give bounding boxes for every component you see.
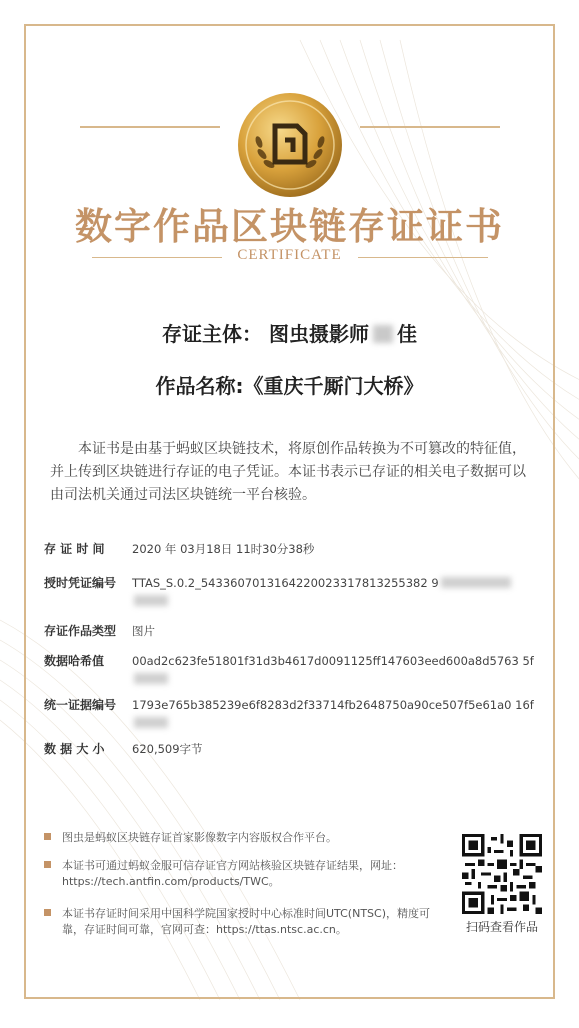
work-name: 《重庆千厮门大桥》 xyxy=(243,374,424,398)
certificate-subtitle-row xyxy=(0,247,579,267)
field-label: 统一证据编号 xyxy=(44,698,117,712)
field-label: 存证作品类型 xyxy=(44,624,117,638)
redacted-value xyxy=(134,717,168,728)
work-title-line xyxy=(0,370,579,399)
redacted-value xyxy=(134,595,168,606)
field-label: 数据哈希值 xyxy=(44,654,105,668)
redacted-value xyxy=(441,577,511,588)
field-value: 1793e765b385239e6f8283d2f33714fb2648750a90ce507f5e61a0 16f xyxy=(132,698,534,712)
subtitle-line-right xyxy=(358,257,488,258)
footnote-text: 图虫是蚂蚁区块链存证首家影像数字内容版权合作平台。 xyxy=(62,831,337,844)
seal-divider-right xyxy=(360,126,500,128)
field-value-wrap xyxy=(132,574,537,610)
field-value-wrap xyxy=(132,696,537,732)
work-label: 作品名称: xyxy=(155,374,244,398)
field-value: 图片 xyxy=(132,624,155,638)
field-value-wrap xyxy=(132,652,537,688)
certificate-description: 本证书是由基于蚂蚁区块链技术，将原创作品转换为不可篡改的特征值，并上传到区块链进行存证的电子凭证。本证书表示已存证的相关电子数据可以由司法机关通过司法区块链统一平台核验。 xyxy=(50,441,526,503)
field-value: TTAS_S.0.2_5433607013164220023317813255382 9 xyxy=(132,576,439,590)
depositor-label: 存证主体： xyxy=(162,322,263,346)
gold-seal-icon xyxy=(235,90,345,200)
footnote-text: 本证书存证时间采用中国科学院国家授时中心标准时间UTC(NTSC)，精度可靠，存证时间可靠，官网可查：https://ttas.ntsc.ac.cn。 xyxy=(62,907,430,936)
field-value: 00ad2c623fe51801f31d3b4617d0091125ff147603eed600a8d5763 5f xyxy=(132,654,534,668)
depositor-line xyxy=(0,318,579,347)
certificate-title: 数字作品区块链存证证书 xyxy=(75,205,504,248)
field-label: 授时凭证编号 xyxy=(44,576,117,590)
depositor-name-pre: 图虫摄影师 xyxy=(268,322,369,346)
field-label: 数 据 大 小 xyxy=(44,742,105,756)
depositor-name-post: 佳 xyxy=(396,322,417,346)
qr-code-icon[interactable] xyxy=(462,834,542,914)
redacted-name xyxy=(373,325,393,343)
qr-code-label: 扫码查看作品 xyxy=(465,920,538,934)
bullet-square-icon xyxy=(44,909,51,916)
bullet-square-icon xyxy=(44,861,51,868)
field-value: 2020 年 03月18日 11时30分38秒 xyxy=(132,542,315,556)
seal-divider-left xyxy=(80,126,220,128)
field-label: 存 证 时 间 xyxy=(44,542,105,556)
certificate-subtitle: CERTIFICATE xyxy=(237,247,342,263)
field-value: 620,509字节 xyxy=(132,742,203,756)
footnote-text: 本证书可通过蚂蚁金服可信存证官方网站核验区块链存证结果，网址：https://tech.antfin.com/products/TWC。 xyxy=(62,859,403,888)
redacted-value xyxy=(134,673,168,684)
bullet-square-icon xyxy=(44,833,51,840)
